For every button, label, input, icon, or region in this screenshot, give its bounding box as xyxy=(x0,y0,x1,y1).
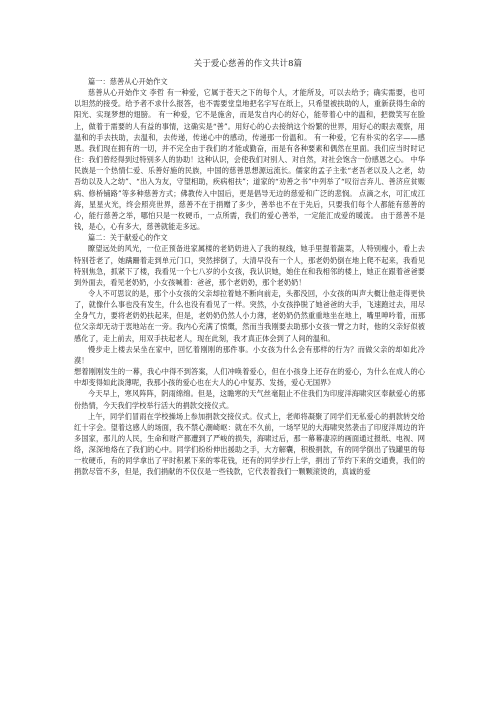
section-heading: 篇二：关于献爱心的作文 xyxy=(88,233,168,243)
paragraph: 上午，同学们冒雨在学校操场上参加捐款交接仪式。仪式上，老师将凝聚了同学们无私爱心的捐款转交给红十字会。望着这感人的场面，我不禁心潮崎岖：就在不久前，一场罕见的大海啸突然袭击了印度洋周边的许多国家，那儿的人民，生命和财产都遭到了严峻的损失，海啸过后，那一幕幕凄凉的画面通过报纸、电视、网络，深深地烙在了我们的心中。同学们纷纷伸出援助之手，大方解囊，积极捐款，有的同学倒出了钱罐里的每一枚硬币，有的同学拿出了平时积累下来的零花钱，还有的同学步行上学，捐出了节约下来的交通费，我们的捐款尽管不多，但是，我们捐献的不仅仅是一些钱款，它代表着我们一颗颗滚烫的，真诚的爱 xyxy=(74,411,425,477)
document-title: 关于爱心慈善的作文共计8篇 xyxy=(193,58,303,68)
document-body xyxy=(74,76,425,478)
paragraph: 慈善从心开始作文 李哲 有一种爱，它属于苍天之下的每个人，才能所及，可以去给予；确实需要，也可以坦然的接受。给予者不求什么报答，也不需要堂皇地把名字写在纸上，只希望被扶助的人，重新获得生命的阳光、实现梦想的翅膀。 有一种爱，它不是施舍，而是发自内心的好心，能带着心中的温和，把微笑写在脸上，做着于需要的人有益的事情，这确实是“善”。用好心的心去接纳这个纷繁的世界，用好心的眼去观察，用温和的手去扶助，去温和，去传递，传递心中的感动，传递那一份温和。 有一种爱，它有朴实的名字——感恩。我们现在拥有的一切，并不完全由于我们的才能或勤奋，而是有各种要素和偶然在里面。我们应当时时记住：我们曾经得到过特别多人的协助！这种认识，会使我们对别人、对自然，对社会饱含一份感恩之心。 中华民族是一个热情仁爱、乐善好施的民族，中国的慈善思想源远流长。儒家的孟子主张“老吾老以及人之老，幼吾幼以及人之幼”、“出入为友，守望相助，疾病相扶”；道家的“劝善之书”中列举了“叹衍吉弃儿、善济应贫赈病、修桥铺路”等多种慈善方式；佛教传入中国后，更是倡导无边的慈爱和广泛的悲悯。 点滴之水，可汇成江海，星星火光，终会照亮世界，慈善不在于捐赠了多少，善举也不在于先后，只要我们每个人都能有慈善的心，能行慈善之举，哪怕只是一枚硬币，一点所需，我们的爱心善举，一定能汇成爱的暖流。 由于慈善不是钱，是心，心有多大，慈善就能走多远。 xyxy=(74,88,425,232)
section-heading: 篇一：慈善从心开始作文 xyxy=(88,77,168,86)
paragraph: 瞭望远处的风光，一位正预备进家属楼的老奶奶进入了我的视线，她手里提着蔬菜，人特别瘦小，看上去特别苍老了，她蹒跚着走到单元门口，突然摔倒了，大清早没有一个人，那老奶奶倒在地上爬不起来，我看见特别焦急，抓紧下了楼，我看见一个七八岁的小女孩，我认识她，她住在和我相邻的楼上，她正在跟着爸爸要到外面去，看见老奶奶，小女孩喊着：爸爸，那个老奶奶，那个老奶奶！ xyxy=(74,244,425,287)
paragraph: 令人不可思议的是，那个小女孩的父亲却拉着她不断向前走，头都没回，小女孩的叫声大概让他走得更快了，就像什么事也没有发生，什么也没有看见了一样。突然，小女孩挣脱了她爸爸的大手，飞速跑过去，用尽全身气力，要将老奶奶扶起来，但是，老奶奶仍然人小力薄，老奶奶仍然重重地坐在地上，嘴里呻吟着，而那位父亲却无动于衷地站在一旁。我内心充满了愤慨，然而当我刚要去助那小女孩一臂之力时，他的父亲好似被感化了，走上前去，用双手扶起老人，现在此刻，我才真正体会到了人间的温和。 xyxy=(74,288,425,343)
paragraph: 想着刚刚发生的一幕，我心中得不到答案，人们冲唤着爱心，但在小孩身上还存在的爱心，为什么在成人的心中却变得如此淡薄呢，我那小孩的爱心也在大人的心中复苏、发扬，爱心无国界》 xyxy=(74,367,425,388)
paragraph: 今天早上，寒风阵阵，阴雨绵绵。但是，这瞻寒的天气丝毫阻止不住我们为印度洋海啸灾区奉献爱心的那份热情，今天我们学校举行活大的捐款交接仪式。 xyxy=(74,389,425,410)
paragraph: 慢步走上楼去呆坐在家中，回忆着刚刚的那件事。小女孩为什么会有那样的行为？而做父亲的却如此冷漠！ xyxy=(74,344,425,365)
